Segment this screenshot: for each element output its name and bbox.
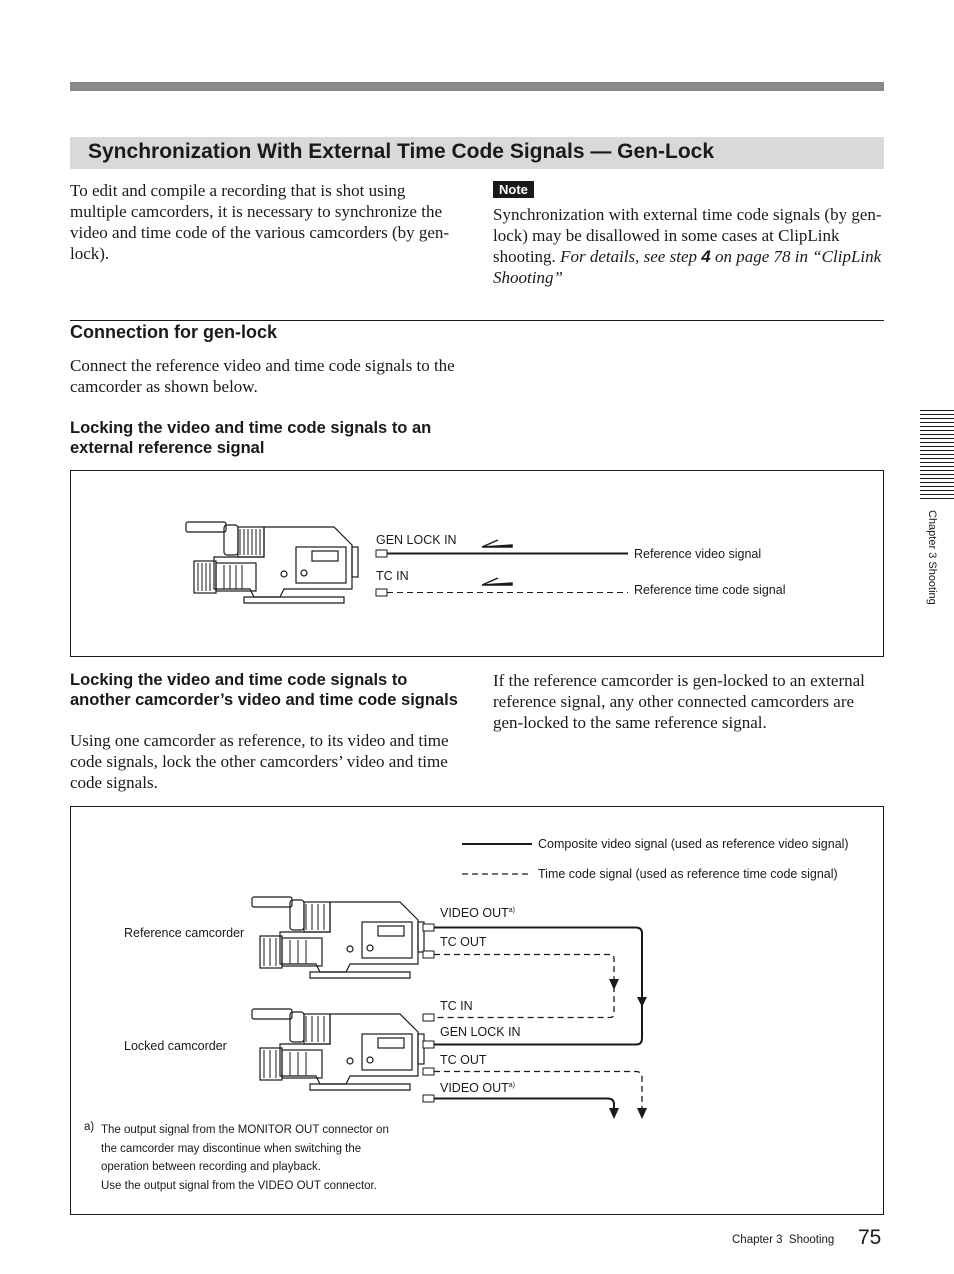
subsection-2-right-text: If the reference camcorder is gen-locked to an external reference signal, any other connected camcorders are gen-locked to the same reference signal.: [493, 671, 865, 732]
locked-tc-out-label: TC OUT: [440, 1053, 487, 1067]
note-body: Synchronization with external time code signals (by gen-lock) may be disallowed in some cases at ClipLink shooting.: [493, 205, 882, 266]
note-ref-b: on page 78 in “ClipLink Shooting”: [493, 247, 882, 287]
footnote-marker: a): [84, 1121, 95, 1133]
gen-lock-in-label: GEN LOCK IN: [376, 533, 457, 547]
legend-time-code: Time code signal (used as reference time code signal): [538, 867, 838, 881]
locked-gen-lock-in-label: GEN LOCK IN: [440, 1025, 521, 1039]
footnote-line-3: operation between recording and playback.: [101, 1161, 321, 1173]
footnote-line-2: the camcorder may discontinue when switching the: [101, 1142, 362, 1155]
reference-time-code-signal-label: Reference time code signal: [634, 583, 786, 597]
footnote-line-1: The output signal from the MONITOR OUT connector on: [101, 1124, 389, 1136]
ref-video-out-sup: a): [508, 906, 515, 914]
side-chapter-label: Chapter 3 Shooting: [926, 510, 938, 605]
tc-in-label: TC IN: [376, 569, 409, 583]
locked-tc-in-label: TC IN: [440, 999, 473, 1013]
page-number: 75: [858, 1226, 882, 1249]
ref-video-out-text: VIDEO OUT: [440, 906, 509, 920]
locked-camcorder-label: Locked camcorder: [124, 1039, 227, 1053]
section-text: Connect the reference video and time code signals to the camcorder as shown below.: [70, 356, 455, 396]
footnote-line-4: Use the output signal from the VIDEO OUT connector.: [101, 1179, 377, 1192]
footnote-text: [101, 1121, 389, 1195]
camcorder-1-illustration: [184, 517, 374, 609]
chapter-thumb-tab: [920, 410, 954, 500]
diagram-2-connections: [420, 915, 660, 1120]
reference-camcorder-illustration: [250, 892, 440, 984]
intro-paragraph: To edit and compile a recording that is shot using multiple camcorders, it is necessary to synchronize the video and time code of the various camcorders (by gen-lock).: [70, 181, 450, 263]
subsection-2-text: Using one camcorder as reference, to its video and time code signals, lock the other camcorders’ video and time code signals.: [70, 731, 449, 792]
locked-video-out-sup: a): [508, 1081, 515, 1089]
note-ref-a: For details, see step: [560, 247, 702, 266]
legend-lines: [460, 838, 536, 882]
reference-camcorder-label: Reference camcorder: [124, 926, 245, 940]
section-divider: [70, 320, 884, 321]
subheading-2: Locking the video and time code signals to another camcorder’s video and time code signals: [70, 671, 458, 709]
locked-video-out-text: VIDEO OUT: [440, 1081, 509, 1095]
section-heading: Connection for gen-lock: [70, 322, 277, 342]
note-text: [493, 204, 885, 288]
note-ref-step: 4: [701, 247, 711, 266]
top-rule: [70, 82, 884, 91]
reference-video-signal-label: Reference video signal: [634, 547, 762, 561]
locked-camcorder-illustration: [250, 1004, 440, 1096]
page-title: Synchronization With External Time Code Signals — Gen-Lock: [88, 140, 715, 163]
note-badge: Note: [493, 181, 534, 198]
footer-chapter: Chapter 3 Shooting: [732, 1234, 835, 1246]
ref-tc-out-label: TC OUT: [440, 935, 487, 949]
subheading-1: Locking the video and time code signals to an external reference signal: [70, 419, 432, 457]
legend-composite-video: Composite video signal (used as reference video signal): [538, 837, 849, 851]
